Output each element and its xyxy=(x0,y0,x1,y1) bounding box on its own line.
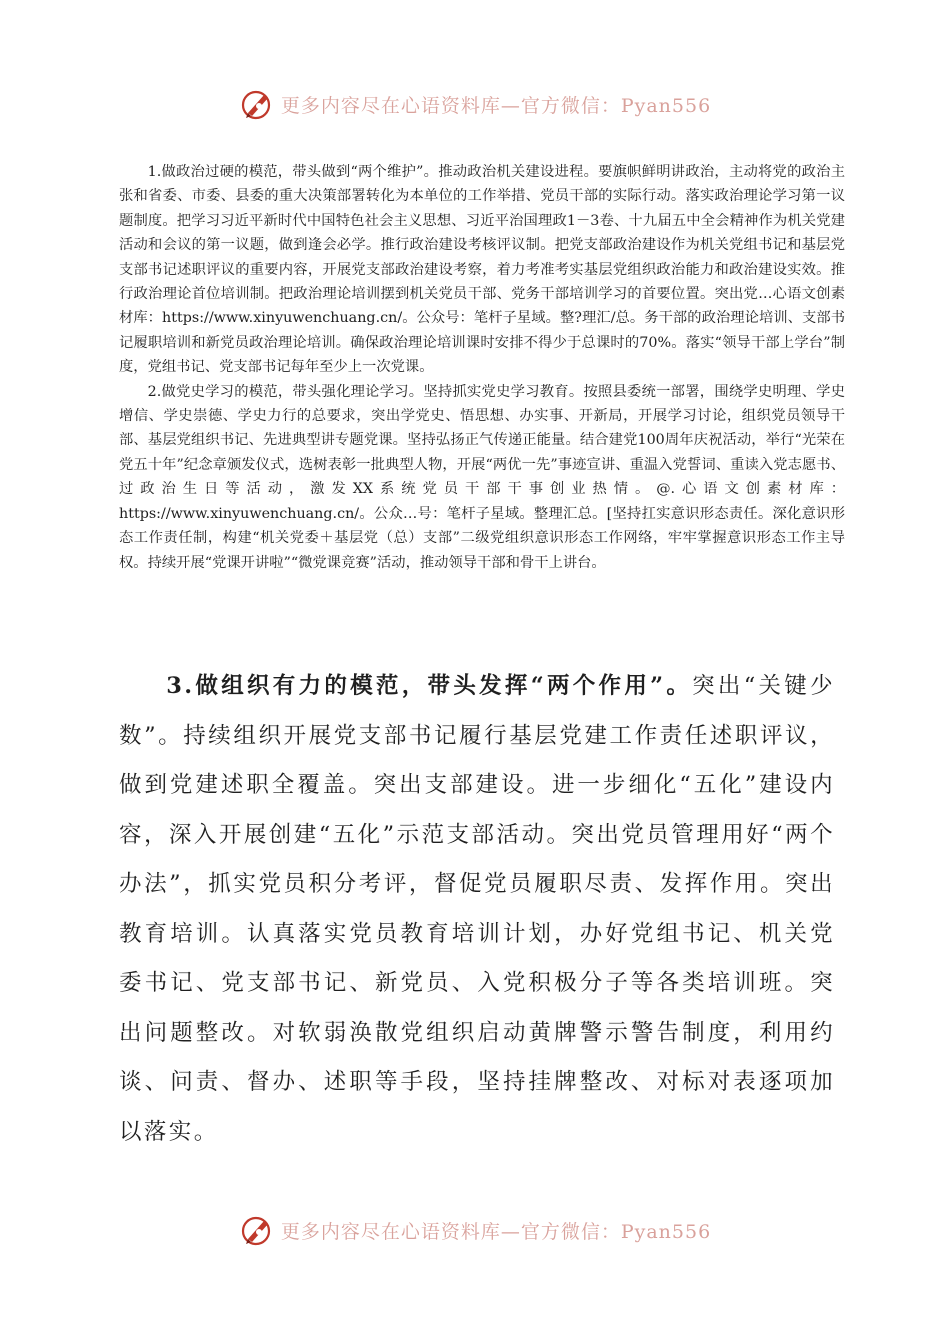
banner-text: 更多内容尽在心语资料库—官方微信：Pyan556 xyxy=(280,1220,712,1243)
paragraph-political: 1.做政治过硬的模范，带头做到“两个维护”。推动政治机关建设进程。要旗帜鲜明讲政治，主动将党的政治主张和省委、市委、县委的重大决策部署转化为本单位的工作举措、党员干部的实际行动。落实政治理论学习第一议题制度。把学习习近平新时代中国特色社会主义思想、习近平治国理政1－3卷、十九届五中全会精神作为机关党建活动和会议的第一议题，做到逢会必学。推行政治建设考核评议制。把党支部政治建设作为机关党组书记和基层党支部书记述职评议的重要内容，开展党支部政治建设考察，着力考准考实基层党组织政治能力和政治建设实效。推行政治理论首位培训制。把政治理论培训摆到机关党员干部、党务干部培训学习的首要位置。突出党…心语文创素材库：https://www.xinyuwenchuang.cn/。公众号：笔杆子星域。整?理汇/总。务干部的政治理论培训、支部书记履职培训和新党员政治理论培训。确保政治理论培训课时安排不得少于总课时的70%。落实“领导干部上学台”制度，党组书记、党支部书记每年至少上一次党课。 xyxy=(119,164,845,376)
paragraph-body: 突出“关键少数”。持续组织开展党支部书记履行基层党建工作责任述职评议，做到党建述职全覆盖。突出支部建设。进一步细化“五化”建设内容，深入开展创建“五化”示范支部活动。突出党员管理用好“两个办法”，抓实党员积分考评，督促党员履职尽责、发挥作用。突出教育培训。认真落实党员教育培训计划，办好党组书记、机关党委书记、党支部书记、新党员、入党积极分子等各类培训班。突出问题整改。对软弱涣散党组织启动黄牌警示警告制度，利用约谈、问责、督办、述职等手段，坚持挂牌整改、对标对表逐项加以落实。 xyxy=(119,673,835,1145)
body-large-text xyxy=(119,662,835,1157)
banner-text: 更多内容尽在心语资料库—官方微信：Pyan556 xyxy=(280,94,712,117)
body-small-text xyxy=(119,160,845,575)
footer-watermark-banner xyxy=(0,1208,950,1252)
paragraph-party-history: 2.做党史学习的模范，带头强化理论学习。坚持抓实党史学习教育。按照县委统一部署，围绕学史明理、学史增信、学史崇德、学史力行的总要求，突出学党史、悟思想、办实事、开新局，开展学习讨论，组织党员领导干部、基层党组织书记、先进典型讲专题党课。坚持弘扬正气传递正能量。结合建党100周年庆祝活动，举行“光荣在党五十年”纪念章颁发仪式，选树表彰一批典型人物，开展“两优一先”事迹宣讲、重温入党誓词、重读入党志愿书、过政治生日等活动，激发XX系统党员干部干事创业热情。@.心语文创素材库：https://www.xinyuwenchuang.cn/。公众…号：笔杆子星域。整理汇总。[坚持扛实意识形态责任。深化意识形态工作责任制，构建“机关党委＋基层党（总）支部”二级党组织意识形态工作网络，牢牢掌握意识形态工作主导权。持续开展“党课开讲啦”“微党课竞赛”活动，推动领导干部和骨干上讲台。 xyxy=(119,383,845,571)
pen-logo-icon xyxy=(239,1212,275,1248)
paragraph-organization xyxy=(119,662,835,1157)
paragraph-lead-heading: 3.做组织有力的模范，带头发挥“两个作用”。 xyxy=(166,673,693,699)
header-watermark-banner xyxy=(0,82,950,126)
pen-logo-icon xyxy=(239,86,275,122)
